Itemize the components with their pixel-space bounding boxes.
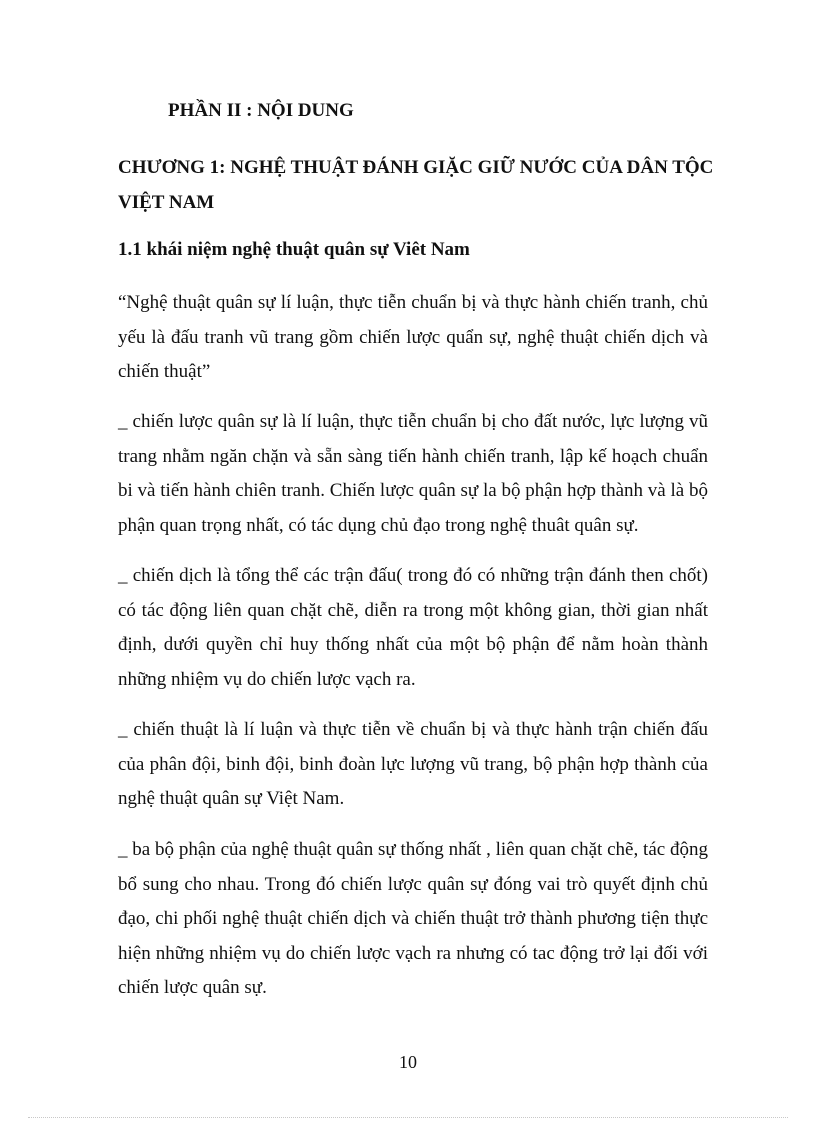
chapter-title: CHƯƠNG 1: NGHỆ THUẬT ĐÁNH GIẶC GIỮ NƯỚC CỦA DÂN TỘC VIỆT NAM (118, 157, 714, 213)
part-title: PHẦN II : NỘI DUNG (168, 100, 354, 121)
paragraph-tactics: _ chiến thuật là lí luận và thực tiễn về chuẩn bị và thực hành trận chiến đấu của phân đội, binh đội, binh đoàn lực lượng vũ trang, bộ phận hợp thành của nghệ thuật quân sự Việt Nam. (118, 719, 708, 809)
paragraph-definition: “Nghệ thuật quân sự lí luận, thực tiễn chuẩn bị và thực hành chiến tranh, chủ yếu là đấu tranh vũ trang gồm chiến lược quẩn sự, nghệ thuật chiến dịch và chiến thuật” (118, 292, 708, 382)
paragraph-military-strategy: _ chiến lược quân sự là lí luận, thực tiễn chuẩn bị cho đất nước, lực lượng vũ trang nhằm ngăn chặn và sẵn sàng tiến hành chiến tranh, lập kế hoạch chuẩn bi và tiến hành chiên tranh. Chiến lược quân sự la bộ phận hợp thành và là bộ phận quan trọng nhất, có tác dụng chủ đạo trong nghệ thuât quân sự. (118, 411, 708, 536)
section-title: 1.1 khái niệm nghệ thuật quân sự Viêt Nam (118, 239, 470, 260)
page-bottom-divider (28, 1117, 788, 1118)
paragraph-campaign: _ chiến dịch là tổng thể các trận đấu( trong đó có những trận đánh then chốt) có tác động liên quan chặt chẽ, diễn ra trong một không gian, thời gian nhất định, dưới quyền chỉ huy thống nhất của một bộ phận để nằm hoàn thành những nhiệm vụ do chiến lược vạch ra. (118, 565, 708, 690)
page-number: 10 (399, 1052, 417, 1072)
paragraph-three-parts: _ ba bộ phận của nghệ thuật quân sự thống nhất , liên quan chặt chẽ, tác động bổ sung cho nhau. Trong đó chiến lược quân sự đóng vai trò quyết định chủ đạo, chi phối nghệ thuật chiến dịch và chiến thuật trở thành phương tiện thực hiện những nhiệm vụ do chiến lược vạch ra nhưng có tac động trở lại đối với chiến lược quân sự. (118, 839, 708, 998)
